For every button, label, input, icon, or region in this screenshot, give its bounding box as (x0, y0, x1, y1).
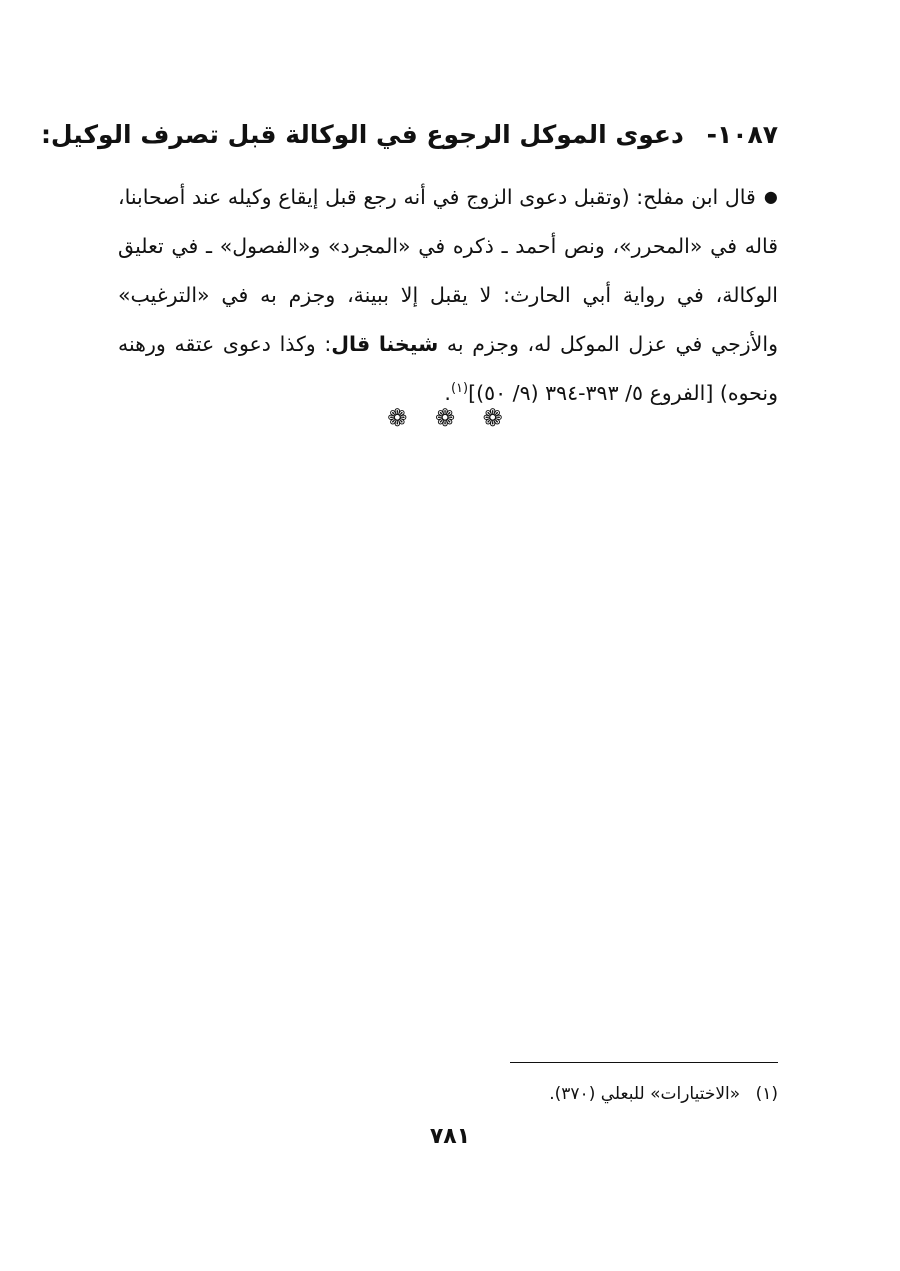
paragraph-text-part-1: قال ابن مفلح: (وتقبل دعوى الزوج في أنه رجع قبل إيقاع وكيله عند أصحابنا، قاله في «المحرر»، ونص أحمد ـ ذكره في «المجرد» و«الفصول» ـ في تعليق الوكالة، في رواية أبي الحارث: لا يقبل إلا ببينة، وجزم به في «الترغيب» والأزجي في عزل الموكل له، وجزم به (118, 185, 778, 356)
section-title: دعوى الموكل الرجوع في الوكالة قبل تصرف الوكيل: (40, 120, 684, 149)
body-paragraph (118, 172, 778, 418)
emphasis-qala: قال (331, 332, 371, 356)
bullet-icon: ● (763, 187, 778, 206)
footnote-reference[interactable]: (١) (450, 381, 469, 397)
footnote-marker: (١) (755, 1084, 778, 1104)
paragraph-end-mark: . (444, 381, 451, 405)
footnote-divider (510, 1062, 778, 1063)
footnote (118, 1080, 778, 1108)
section-separator-ornament: ❁ ❁ ❁ (387, 404, 513, 432)
emphasis-shaykhuna: شيخنا (378, 332, 439, 356)
paragraph-text-part-3: : وكذا دعوى عتقه ورهنه ونحوه) [الفروع ٥/ ٣٩٣-٣٩٤ (٩/ ٥٠)] (118, 332, 778, 405)
section-number: ١٠٨٧- (706, 120, 778, 149)
footnote-text: «الاختيارات» للبعلي (٣٧٠). (549, 1084, 741, 1104)
page-number: ٧٨١ (429, 1124, 471, 1149)
section-heading (40, 114, 778, 156)
